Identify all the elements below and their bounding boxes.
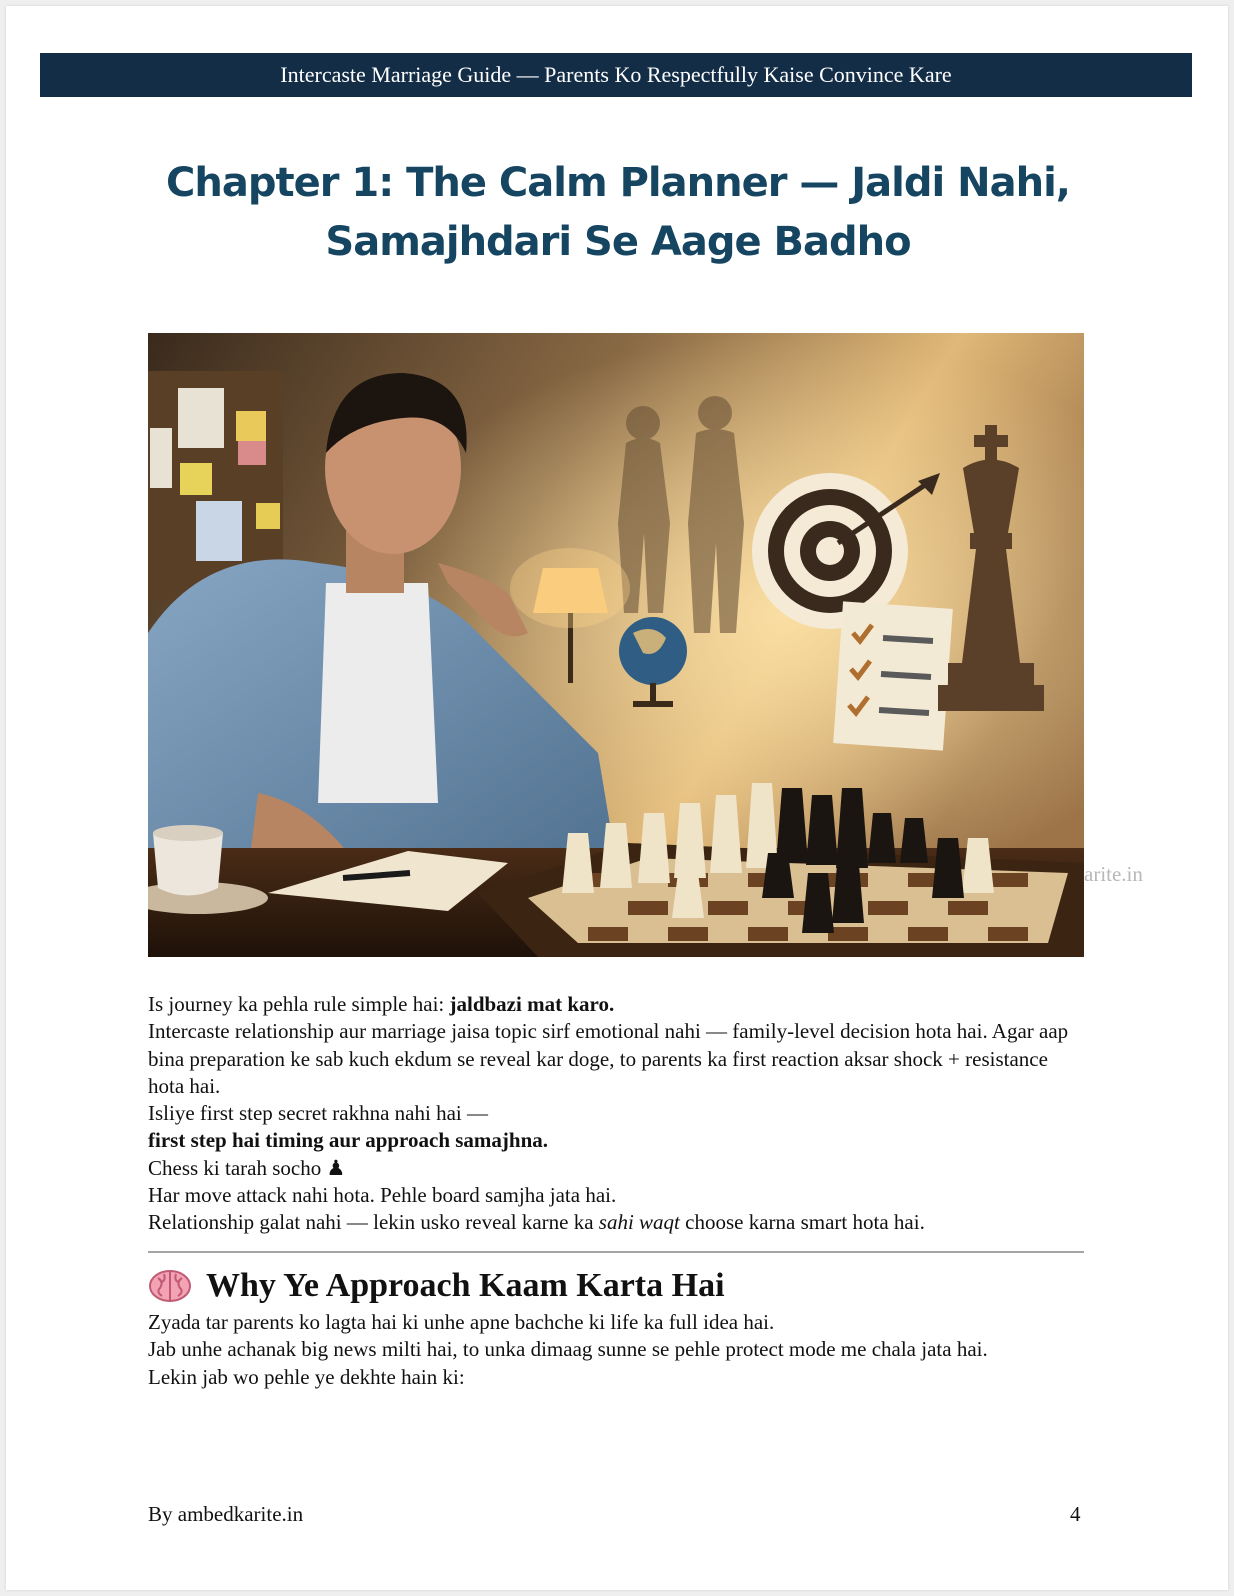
section-body (148, 1309, 1088, 1391)
checklist-icon (833, 601, 953, 750)
brain-icon (148, 1268, 192, 1304)
intro-line-4 (148, 1127, 1088, 1154)
intro-line-7-italic: sahi waqt (598, 1210, 680, 1235)
section-heading (148, 1266, 725, 1306)
section-line-3: Lekin jab wo pehle ye dekhte hain ki: (148, 1364, 465, 1389)
intro-line-1-text: Is journey ka pehla rule simple hai: (148, 992, 450, 1016)
intro-line-1 (148, 991, 1088, 1018)
intro-paragraph: Intercaste relationship aur marriage jaisa topic sirf emotional nahi — family-level decision hota hai. Agar aap bina preparation ke sab kuch ekdum se reveal kar doge, to parents ka first reaction aksar shock + resistance hota hai. (148, 1019, 1069, 1098)
intro-line-3: Isliye first step secret rakhna nahi hai — (148, 1101, 488, 1126)
watermark: arite.in (1084, 862, 1143, 886)
intro-line-7-a: Relationship galat nahi — lekin usko reveal karne ka (148, 1210, 599, 1235)
footer-byline: By ambedkarite.in (148, 1502, 304, 1526)
section-divider (148, 1251, 1084, 1253)
intro-line-5-text: Chess ki tarah socho (148, 1155, 327, 1180)
intro-line-1-bold: jaldbazi mat karo. (449, 992, 615, 1016)
document-page (6, 6, 1228, 1590)
intro-line-7 (148, 1209, 1088, 1236)
running-header (40, 53, 1192, 97)
intro-line-4-bold: first step hai timing aur approach samajhna. (148, 1128, 549, 1153)
page-number: 4 (1070, 1502, 1081, 1526)
section-line-1: Zyada tar parents ko lagta hai ki unhe apne bachche ki life ka full idea hai. (148, 1310, 775, 1334)
section-line-2: Jab unhe achanak big news milti hai, to unka dimaag sunne se pehle protect mode me chala jata hai. (148, 1337, 988, 1362)
intro-line-7-b: choose karna smart hota hai. (679, 1210, 925, 1235)
intro-body (148, 991, 1088, 1237)
header-title: Intercaste Marriage Guide — Parents Ko Respectfully Kaise Convince Kare (280, 62, 952, 87)
chess-pawn-icon: ♟ (326, 1155, 346, 1180)
chapter-title-line-1: Chapter 1: The Calm Planner — Jaldi Nahi, (166, 160, 1070, 206)
section-heading-text: Why Ye Approach Kaam Karta Hai (206, 1267, 725, 1304)
chapter-title (126, 154, 1110, 272)
intro-line-5 (148, 1155, 1088, 1182)
intro-line-6: Har move attack nahi hota. Pehle board samjha jata hai. (148, 1183, 617, 1208)
chapter-title-line-2: Samajhdari Se Aage Badho (325, 219, 911, 265)
hero-illustration (148, 333, 1084, 957)
